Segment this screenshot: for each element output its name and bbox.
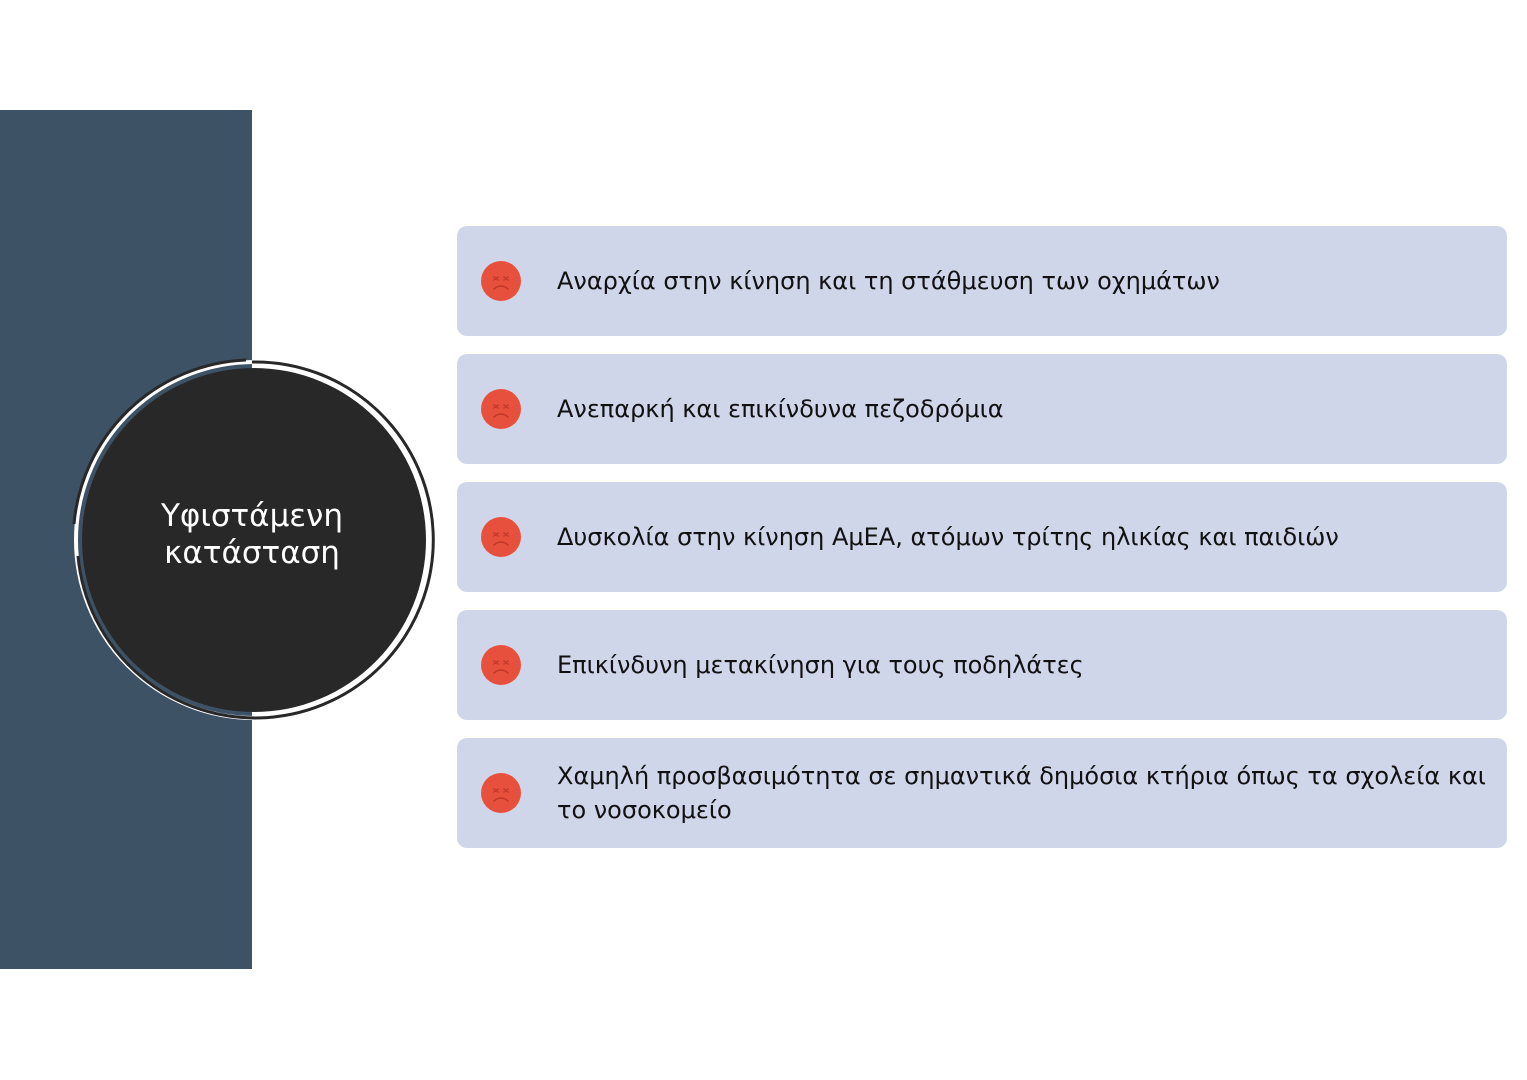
- list-item-text: Δυσκολία στην κίνηση ΑμΕΑ, ατόμων τρίτης ηλικίας και παιδιών: [557, 523, 1339, 551]
- list-item-text: Αναρχία στην κίνηση και τη στάθμευση των οχημάτων: [557, 267, 1220, 295]
- sad-face-icon: [481, 261, 521, 301]
- list-item: [457, 610, 1507, 720]
- list-item: [457, 738, 1507, 848]
- list-item-text: Χαμηλή προσβασιμότητα σε σημαντικά δημόσια κτήρια όπως τα σχολεία και το νοσοκομείο: [557, 762, 1486, 824]
- sad-face-icon: [481, 645, 521, 685]
- list-item: [457, 226, 1507, 336]
- sad-face-icon: [481, 517, 521, 557]
- list-item: [457, 354, 1507, 464]
- list-item-text: Επικίνδυνη μετακίνηση για τους ποδηλάτες: [557, 651, 1084, 679]
- circle-title: Υφιστάμενη κατάσταση: [160, 498, 344, 571]
- sad-face-icon: [481, 773, 521, 813]
- list-item-text: Ανεπαρκή και επικίνδυνα πεζοδρόμια: [557, 395, 1004, 423]
- sad-face-icon: [481, 389, 521, 429]
- list-item: [457, 482, 1507, 592]
